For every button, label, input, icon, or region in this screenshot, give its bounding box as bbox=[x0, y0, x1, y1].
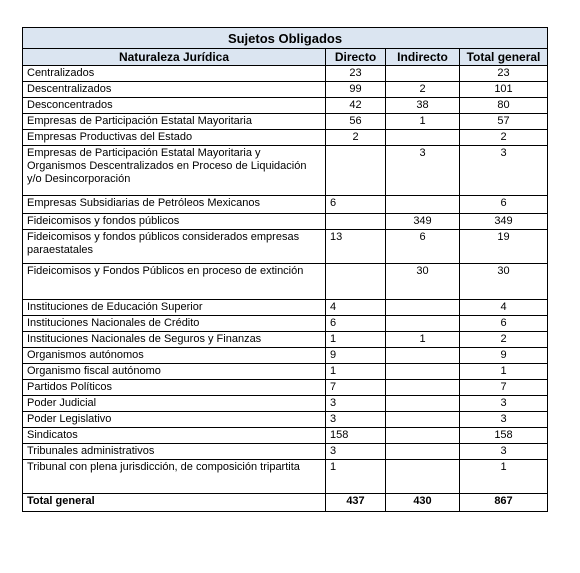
row-label: Desconcentrados bbox=[23, 98, 326, 114]
row-indirecto: 1 bbox=[386, 332, 460, 348]
row-label: Descentralizados bbox=[23, 82, 326, 98]
row-indirecto: 3 bbox=[386, 146, 460, 196]
row-total: 57 bbox=[460, 114, 548, 130]
row-label: Empresas de Participación Estatal Mayoritaria y Organismos Descentralizados en Proceso de Liquidación y/o Desincorporación bbox=[23, 146, 326, 196]
total-label: Total general bbox=[23, 494, 326, 512]
row-label: Partidos Políticos bbox=[23, 380, 326, 396]
row-total: 80 bbox=[460, 98, 548, 114]
row-indirecto bbox=[386, 380, 460, 396]
row-directo: 1 bbox=[326, 364, 386, 380]
row-label: Centralizados bbox=[23, 66, 326, 82]
row-label: Poder Judicial bbox=[23, 396, 326, 412]
row-indirecto bbox=[386, 444, 460, 460]
row-directo: 3 bbox=[326, 444, 386, 460]
table-row bbox=[23, 114, 548, 130]
row-directo bbox=[326, 264, 386, 300]
row-total: 1 bbox=[460, 364, 548, 380]
row-directo: 1 bbox=[326, 332, 386, 348]
table-row bbox=[23, 146, 548, 196]
row-indirecto bbox=[386, 196, 460, 214]
row-label: Tribunal con plena jurisdicción, de composición tripartita bbox=[23, 460, 326, 494]
table-row bbox=[23, 66, 548, 82]
total-directo: 437 bbox=[326, 494, 386, 512]
row-indirecto bbox=[386, 428, 460, 444]
table-title-row bbox=[23, 28, 548, 49]
table-header-row bbox=[23, 49, 548, 66]
row-total: 1 bbox=[460, 460, 548, 494]
row-total: 4 bbox=[460, 300, 548, 316]
row-total: 3 bbox=[460, 412, 548, 428]
row-directo: 23 bbox=[326, 66, 386, 82]
table-row bbox=[23, 300, 548, 316]
row-directo: 99 bbox=[326, 82, 386, 98]
table-row bbox=[23, 460, 548, 494]
row-label: Instituciones Nacionales de Crédito bbox=[23, 316, 326, 332]
row-indirecto: 38 bbox=[386, 98, 460, 114]
table-row bbox=[23, 412, 548, 428]
header-total-general: Total general bbox=[460, 49, 548, 66]
row-total: 2 bbox=[460, 332, 548, 348]
row-total: 101 bbox=[460, 82, 548, 98]
row-total: 158 bbox=[460, 428, 548, 444]
header-naturaleza-juridica: Naturaleza Jurídica bbox=[23, 49, 326, 66]
table-row bbox=[23, 82, 548, 98]
table-row bbox=[23, 130, 548, 146]
row-label: Poder Legislativo bbox=[23, 412, 326, 428]
header-directo: Directo bbox=[326, 49, 386, 66]
row-label: Empresas Subsidiarias de Petróleos Mexicanos bbox=[23, 196, 326, 214]
row-label: Organismos autónomos bbox=[23, 348, 326, 364]
row-directo: 9 bbox=[326, 348, 386, 364]
table-row bbox=[23, 364, 548, 380]
table-row bbox=[23, 316, 548, 332]
row-directo: 7 bbox=[326, 380, 386, 396]
row-label: Empresas de Participación Estatal Mayoritaria bbox=[23, 114, 326, 130]
row-label: Empresas Productivas del Estado bbox=[23, 130, 326, 146]
table-row bbox=[23, 332, 548, 348]
sujetos-obligados-table-wrapper bbox=[22, 27, 547, 512]
row-directo: 4 bbox=[326, 300, 386, 316]
table-row bbox=[23, 98, 548, 114]
row-indirecto: 30 bbox=[386, 264, 460, 300]
table-row bbox=[23, 348, 548, 364]
row-indirecto bbox=[386, 348, 460, 364]
row-directo bbox=[326, 146, 386, 196]
table-row bbox=[23, 428, 548, 444]
table-row bbox=[23, 396, 548, 412]
row-indirecto bbox=[386, 412, 460, 428]
table-title: Sujetos Obligados bbox=[23, 28, 548, 49]
row-directo: 13 bbox=[326, 230, 386, 264]
row-indirecto bbox=[386, 316, 460, 332]
row-total: 3 bbox=[460, 146, 548, 196]
row-directo: 3 bbox=[326, 412, 386, 428]
sujetos-obligados-table bbox=[22, 27, 548, 512]
row-label: Fideicomisos y fondos públicos considerados empresas paraestatales bbox=[23, 230, 326, 264]
row-total: 3 bbox=[460, 396, 548, 412]
table-row bbox=[23, 380, 548, 396]
row-total: 9 bbox=[460, 348, 548, 364]
row-indirecto bbox=[386, 396, 460, 412]
row-total: 7 bbox=[460, 380, 548, 396]
row-indirecto: 6 bbox=[386, 230, 460, 264]
row-indirecto bbox=[386, 460, 460, 494]
total-indirecto: 430 bbox=[386, 494, 460, 512]
row-indirecto bbox=[386, 130, 460, 146]
row-directo: 56 bbox=[326, 114, 386, 130]
table-row bbox=[23, 444, 548, 460]
row-directo: 2 bbox=[326, 130, 386, 146]
row-indirecto bbox=[386, 364, 460, 380]
row-directo: 6 bbox=[326, 316, 386, 332]
row-total: 19 bbox=[460, 230, 548, 264]
row-label: Fideicomisos y fondos públicos bbox=[23, 214, 326, 230]
row-total: 349 bbox=[460, 214, 548, 230]
row-label: Instituciones Nacionales de Seguros y Finanzas bbox=[23, 332, 326, 348]
row-label: Sindicatos bbox=[23, 428, 326, 444]
row-total: 6 bbox=[460, 316, 548, 332]
row-total: 6 bbox=[460, 196, 548, 214]
row-label: Tribunales administrativos bbox=[23, 444, 326, 460]
row-directo: 3 bbox=[326, 396, 386, 412]
table-total-row bbox=[23, 494, 548, 512]
row-label: Fideicomisos y Fondos Públicos en proceso de extinción bbox=[23, 264, 326, 300]
table-row bbox=[23, 264, 548, 300]
row-indirecto bbox=[386, 300, 460, 316]
header-indirecto: Indirecto bbox=[386, 49, 460, 66]
row-label: Organismo fiscal autónomo bbox=[23, 364, 326, 380]
row-directo: 158 bbox=[326, 428, 386, 444]
row-directo: 42 bbox=[326, 98, 386, 114]
table-row bbox=[23, 214, 548, 230]
row-indirecto: 2 bbox=[386, 82, 460, 98]
table-row bbox=[23, 230, 548, 264]
row-total: 23 bbox=[460, 66, 548, 82]
row-directo bbox=[326, 214, 386, 230]
row-label: Instituciones de Educación Superior bbox=[23, 300, 326, 316]
row-directo: 1 bbox=[326, 460, 386, 494]
table-row bbox=[23, 196, 548, 214]
row-total: 30 bbox=[460, 264, 548, 300]
total-general: 867 bbox=[460, 494, 548, 512]
row-indirecto: 349 bbox=[386, 214, 460, 230]
row-indirecto: 1 bbox=[386, 114, 460, 130]
row-directo: 6 bbox=[326, 196, 386, 214]
row-indirecto bbox=[386, 66, 460, 82]
row-total: 2 bbox=[460, 130, 548, 146]
row-total: 3 bbox=[460, 444, 548, 460]
